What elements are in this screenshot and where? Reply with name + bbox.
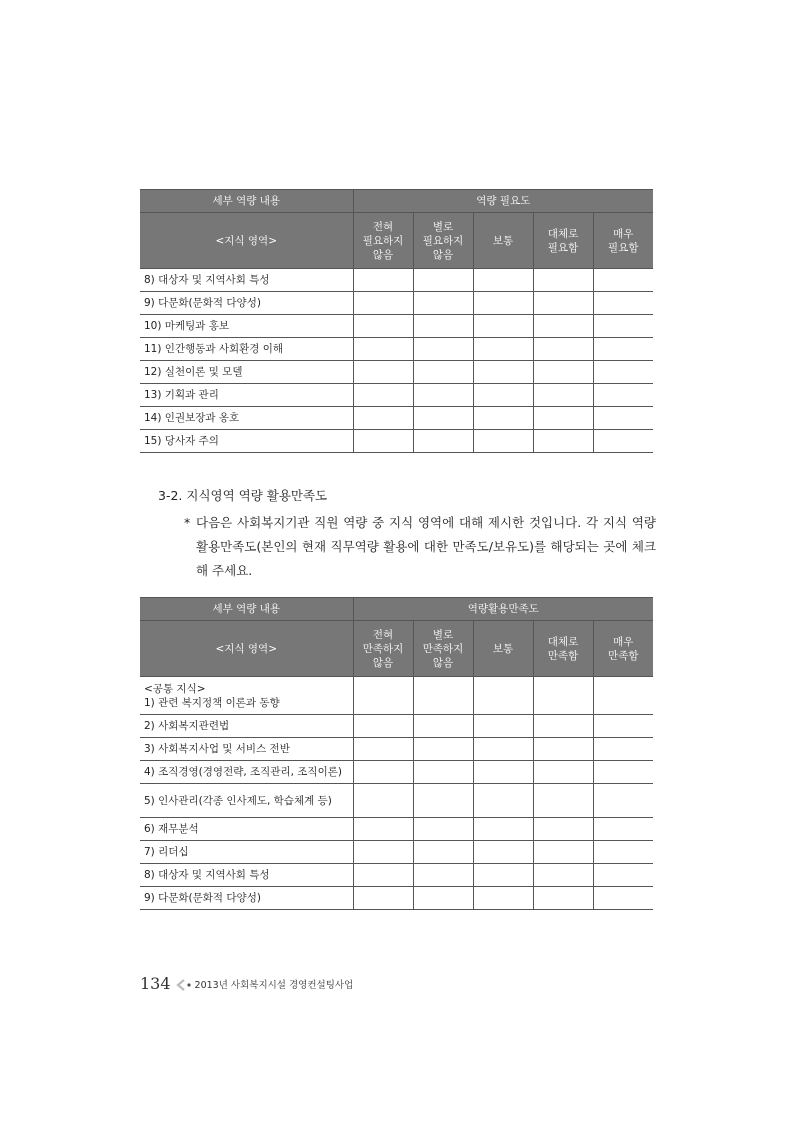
table-row bbox=[140, 315, 653, 338]
check-cell[interactable] bbox=[473, 292, 533, 315]
row-label: 3) 사회복지사업 및 서비스 전반 bbox=[140, 738, 353, 761]
row-label: 15) 당사자 주의 bbox=[140, 430, 353, 453]
check-cell[interactable] bbox=[473, 315, 533, 338]
row-label: 12) 실천이론 및 모델 bbox=[140, 361, 353, 384]
instruction-note bbox=[184, 511, 656, 583]
check-cell[interactable] bbox=[593, 677, 653, 715]
check-cell[interactable] bbox=[473, 361, 533, 384]
table-row bbox=[140, 338, 653, 361]
check-cell[interactable] bbox=[473, 841, 533, 864]
check-cell[interactable] bbox=[533, 864, 593, 887]
check-cell[interactable] bbox=[533, 841, 593, 864]
check-cell[interactable] bbox=[593, 738, 653, 761]
row-label: 11) 인간행동과 사회환경 이해 bbox=[140, 338, 353, 361]
table-row bbox=[140, 864, 653, 887]
check-cell[interactable] bbox=[353, 818, 413, 841]
check-cell[interactable] bbox=[473, 864, 533, 887]
footer-ornament-icon bbox=[175, 977, 193, 991]
scale-very: 매우 만족함 bbox=[593, 621, 653, 677]
note-text: 다음은 사회복지기관 직원 역량 중 지식 영역에 대해 제시한 것입니다. 각 지식 역량활용만족도(본인의 현재 직무역량 활용에 대한 만족도/보유도)를 해당되는 곳에 체크해 주세요. bbox=[196, 515, 656, 578]
check-cell[interactable] bbox=[473, 738, 533, 761]
check-cell[interactable] bbox=[593, 315, 653, 338]
check-cell[interactable] bbox=[473, 407, 533, 430]
check-cell[interactable] bbox=[413, 761, 473, 784]
header-need: 역량 필요도 bbox=[353, 190, 653, 213]
check-cell[interactable] bbox=[533, 338, 593, 361]
check-cell[interactable] bbox=[533, 361, 593, 384]
check-cell[interactable] bbox=[593, 338, 653, 361]
table-row bbox=[140, 715, 653, 738]
table-row bbox=[140, 761, 653, 784]
check-cell[interactable] bbox=[533, 269, 593, 292]
check-cell[interactable] bbox=[593, 430, 653, 453]
check-cell[interactable] bbox=[413, 292, 473, 315]
table-row bbox=[140, 738, 653, 761]
table-row bbox=[140, 784, 653, 818]
table-row bbox=[140, 677, 653, 715]
check-cell[interactable] bbox=[353, 715, 413, 738]
check-cell[interactable] bbox=[473, 384, 533, 407]
check-cell[interactable] bbox=[533, 430, 593, 453]
check-cell[interactable] bbox=[533, 407, 593, 430]
check-cell[interactable] bbox=[533, 715, 593, 738]
check-cell[interactable] bbox=[473, 715, 533, 738]
check-cell[interactable] bbox=[413, 864, 473, 887]
scale-neutral: 보통 bbox=[473, 213, 533, 269]
check-cell[interactable] bbox=[353, 292, 413, 315]
row-label: 9) 다문화(문화적 다양성) bbox=[140, 292, 353, 315]
check-cell[interactable] bbox=[413, 784, 473, 818]
check-cell[interactable] bbox=[593, 269, 653, 292]
check-cell[interactable] bbox=[413, 361, 473, 384]
check-cell[interactable] bbox=[353, 407, 413, 430]
check-cell[interactable] bbox=[353, 338, 413, 361]
table-row bbox=[140, 818, 653, 841]
check-cell[interactable] bbox=[533, 738, 593, 761]
check-cell[interactable] bbox=[353, 315, 413, 338]
scale-not-much: 별로 필요하지 않음 bbox=[413, 213, 473, 269]
page-footer bbox=[140, 974, 353, 993]
satisfaction-table bbox=[140, 597, 653, 910]
check-cell[interactable] bbox=[593, 784, 653, 818]
check-cell[interactable] bbox=[473, 677, 533, 715]
check-cell[interactable] bbox=[593, 407, 653, 430]
scale-very: 매우 필요함 bbox=[593, 213, 653, 269]
header-knowledge-area: <지식 영역> bbox=[140, 621, 353, 677]
row-label: 8) 대상자 및 지역사회 특성 bbox=[140, 864, 353, 887]
check-cell[interactable] bbox=[413, 338, 473, 361]
check-cell[interactable] bbox=[533, 818, 593, 841]
check-cell[interactable] bbox=[473, 818, 533, 841]
group-label: <공통 지식> bbox=[144, 682, 206, 695]
check-cell[interactable] bbox=[413, 715, 473, 738]
header-detail: 세부 역량 내용 bbox=[140, 190, 353, 213]
check-cell[interactable] bbox=[533, 384, 593, 407]
row-label: 6) 재무분석 bbox=[140, 818, 353, 841]
row-label-text: 1) 관련 복지정책 이론과 동향 bbox=[144, 696, 280, 709]
check-cell[interactable] bbox=[413, 677, 473, 715]
check-cell[interactable] bbox=[413, 430, 473, 453]
table-row bbox=[140, 887, 653, 910]
scale-not-much: 별로 만족하지 않음 bbox=[413, 621, 473, 677]
header-knowledge-area: <지식 영역> bbox=[140, 213, 353, 269]
check-cell[interactable] bbox=[533, 315, 593, 338]
row-label: 8) 대상자 및 지역사회 특성 bbox=[140, 269, 353, 292]
check-cell[interactable] bbox=[593, 761, 653, 784]
check-cell[interactable] bbox=[593, 384, 653, 407]
check-cell[interactable] bbox=[533, 677, 593, 715]
check-cell[interactable] bbox=[413, 841, 473, 864]
check-cell[interactable] bbox=[593, 292, 653, 315]
check-cell[interactable] bbox=[593, 361, 653, 384]
scale-not-at-all: 전혀 필요하지 않음 bbox=[353, 213, 413, 269]
table-row bbox=[140, 384, 653, 407]
running-title: 2013년 사회복지시설 경영컨설팅사업 bbox=[194, 979, 354, 991]
header-satisfaction: 역량활용만족도 bbox=[353, 598, 653, 621]
check-cell[interactable] bbox=[353, 677, 413, 715]
note-asterisk: * bbox=[184, 515, 191, 530]
scale-mostly: 대체로 만족함 bbox=[533, 621, 593, 677]
check-cell[interactable] bbox=[473, 784, 533, 818]
check-cell[interactable] bbox=[593, 841, 653, 864]
scale-not-at-all: 전혀 만족하지 않음 bbox=[353, 621, 413, 677]
scale-mostly: 대체로 필요함 bbox=[533, 213, 593, 269]
row-label: 7) 리더십 bbox=[140, 841, 353, 864]
table-row bbox=[140, 407, 653, 430]
check-cell[interactable] bbox=[473, 761, 533, 784]
check-cell[interactable] bbox=[413, 384, 473, 407]
scale-neutral: 보통 bbox=[473, 621, 533, 677]
check-cell[interactable] bbox=[593, 864, 653, 887]
check-cell[interactable] bbox=[353, 841, 413, 864]
page-number: 134 bbox=[140, 974, 171, 993]
check-cell[interactable] bbox=[413, 407, 473, 430]
row-label: 9) 다문화(문화적 다양성) bbox=[140, 887, 353, 910]
row-label bbox=[140, 677, 353, 715]
table-row bbox=[140, 430, 653, 453]
check-cell[interactable] bbox=[533, 761, 593, 784]
row-label: 14) 인권보장과 옹호 bbox=[140, 407, 353, 430]
check-cell[interactable] bbox=[353, 738, 413, 761]
row-label: 13) 기획과 관리 bbox=[140, 384, 353, 407]
check-cell[interactable] bbox=[533, 784, 593, 818]
check-cell[interactable] bbox=[473, 338, 533, 361]
check-cell[interactable] bbox=[533, 887, 593, 910]
check-cell[interactable] bbox=[473, 430, 533, 453]
row-label: 5) 인사관리(각종 인사제도, 학습체계 등) bbox=[140, 784, 353, 818]
header-detail: 세부 역량 내용 bbox=[140, 598, 353, 621]
check-cell[interactable] bbox=[593, 818, 653, 841]
check-cell[interactable] bbox=[353, 430, 413, 453]
check-cell[interactable] bbox=[353, 361, 413, 384]
check-cell[interactable] bbox=[593, 715, 653, 738]
check-cell[interactable] bbox=[413, 738, 473, 761]
check-cell[interactable] bbox=[413, 269, 473, 292]
row-label: 2) 사회복지관련법 bbox=[140, 715, 353, 738]
table-row bbox=[140, 292, 653, 315]
check-cell[interactable] bbox=[413, 315, 473, 338]
check-cell[interactable] bbox=[413, 818, 473, 841]
row-label: 10) 마케팅과 홍보 bbox=[140, 315, 353, 338]
check-cell[interactable] bbox=[473, 887, 533, 910]
check-cell[interactable] bbox=[593, 887, 653, 910]
check-cell[interactable] bbox=[473, 269, 533, 292]
check-cell[interactable] bbox=[353, 761, 413, 784]
check-cell[interactable] bbox=[533, 292, 593, 315]
section-title: 3-2. 지식영역 역량 활용만족도 bbox=[158, 488, 328, 503]
check-cell[interactable] bbox=[353, 784, 413, 818]
table-row bbox=[140, 361, 653, 384]
check-cell[interactable] bbox=[353, 269, 413, 292]
table-row bbox=[140, 269, 653, 292]
check-cell[interactable] bbox=[353, 384, 413, 407]
row-label: 4) 조직경영(경영전략, 조직관리, 조직이론) bbox=[140, 761, 353, 784]
check-cell[interactable] bbox=[413, 887, 473, 910]
check-cell[interactable] bbox=[353, 864, 413, 887]
check-cell[interactable] bbox=[353, 887, 413, 910]
need-table bbox=[140, 189, 653, 453]
table-row bbox=[140, 841, 653, 864]
